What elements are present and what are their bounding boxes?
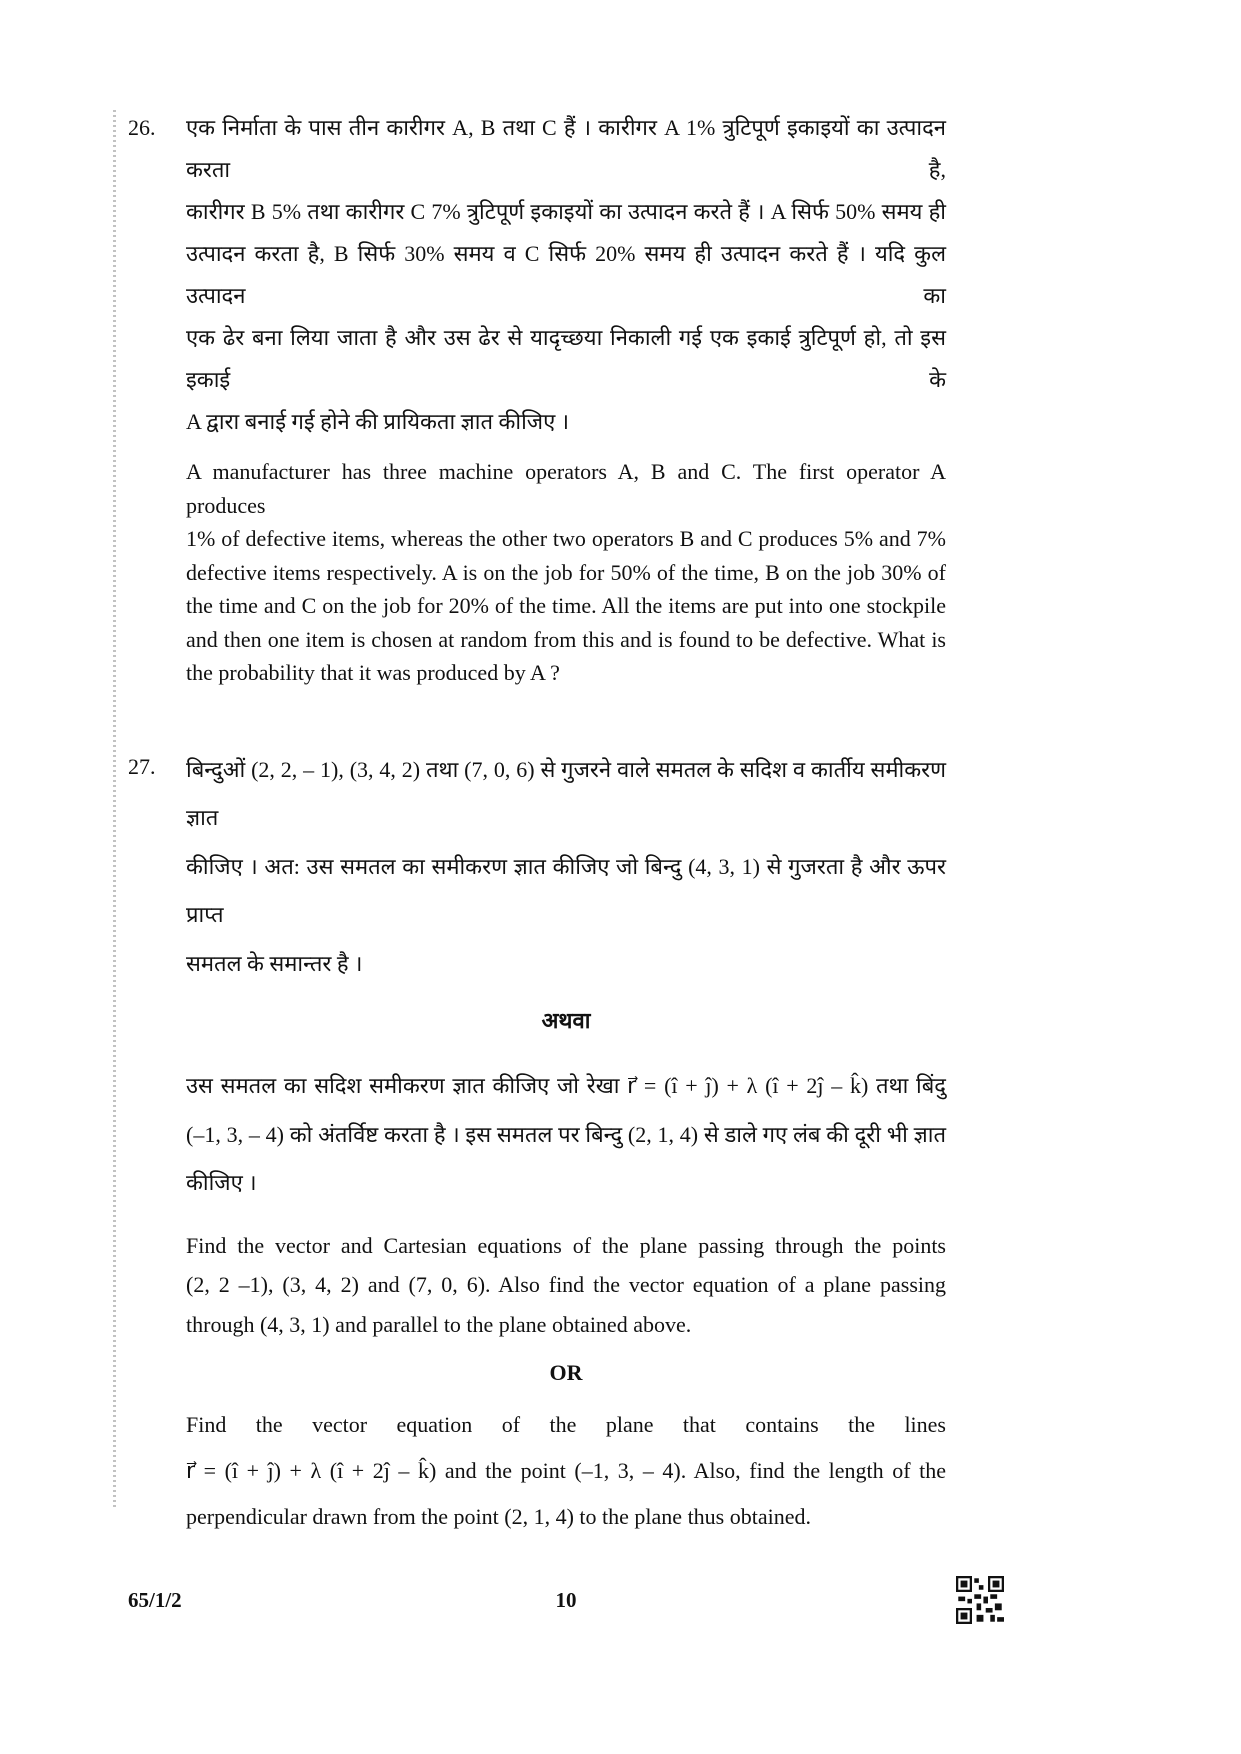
- text-line: बिन्दुओं (2, 2, – 1), (3, 4, 2) तथा (7, 0, 6) से गुजरने वाले समतल के सदिश व कार्तीय समीकरण ज्ञात: [186, 756, 946, 830]
- text-line: समतल के समान्तर है ।: [186, 950, 363, 976]
- page-body: [128, 0, 946, 1626]
- text-line: r⃗ = (î + ĵ) + λ (î + 2ĵ – k̂) and the point (–1, 3, – 4). Also, find the length of the: [186, 1458, 946, 1483]
- text-line: एक निर्माता के पास तीन कारीगर A, B तथा C हैं । कारीगर A 1% त्रुटिपूर्ण इकाइयों का उत्पादन करता है,: [186, 115, 946, 182]
- text-line: 1% of defective items, whereas the other two operators B and C produces 5% and 7%: [186, 526, 946, 551]
- text-line: A द्वारा बनाई गई होने की प्रायिकता ज्ञात कीजिए ।: [186, 409, 570, 434]
- question-26: [128, 107, 946, 690]
- or-english-heading: OR: [549, 1360, 583, 1385]
- q27-alt-english-text: [186, 1402, 946, 1540]
- q26-hindi-text: [186, 107, 946, 443]
- q27-hindi-text: [186, 746, 946, 989]
- text-line: perpendicular drawn from the point (2, 1, 4) to the plane thus obtained.: [186, 1504, 811, 1529]
- text-line: Find the vector equation of the plane that contains the lines: [186, 1412, 946, 1437]
- text-line: (2, 2 –1), (3, 4, 2) and (7, 0, 6). Also find the vector equation of a plane passing: [186, 1272, 946, 1297]
- text-line: Find the vector and Cartesian equations of the plane passing through the points: [186, 1232, 946, 1258]
- text-line: defective items respectively. A is on the job for 50% of the time, B on the job 30% of: [186, 559, 946, 585]
- text-line: कारीगर B 5% तथा कारीगर C 7% त्रुटिपूर्ण इकाइयों का उत्पादन करते हैं । A सिर्फ 50% समय ही: [186, 199, 946, 224]
- or-hindi-heading: अथवा: [541, 1008, 591, 1033]
- question-number-26: 26.: [128, 115, 156, 140]
- text-line: and then one item is chosen at random from this and is found to be defective. What is: [186, 626, 946, 652]
- question-number-27: 27.: [128, 753, 156, 779]
- margin-security-strip: [113, 110, 116, 1510]
- text-line: A manufacturer has three machine operators A, B and C. The first operator A produces: [186, 459, 946, 518]
- page-footer: [128, 1576, 946, 1626]
- text-line: उस समतल का सदिश समीकरण ज्ञात कीजिए जो रेखा r⃗ = (î + ĵ) + λ (î + 2ĵ – k̂) तथा बिंदु: [186, 1073, 946, 1098]
- text-line: (–1, 3, – 4) को अंतर्विष्ट करता है । इस समतल पर बिन्दु (2, 1, 4) से डाले गए लंब की दूरी भी ज्ञात: [186, 1121, 946, 1147]
- text-line: the time and C on the job for 20% of the time. All the items are put into one stockpile: [186, 593, 946, 618]
- text-line: कीजिए । अत: उस समतल का समीकरण ज्ञात कीजिए जो बिन्दु (4, 3, 1) से गुजरता है और ऊपर प्राप्त: [186, 853, 946, 927]
- text-line: उत्पादन करता है, B सिर्फ 30% समय व C सिर्फ 20% समय ही उत्पादन करते हैं । यदि कुल उत्पादन का: [186, 241, 946, 308]
- question-26-content: [186, 107, 946, 690]
- q26-english-text: [186, 455, 946, 690]
- text-line: एक ढेर बना लिया जाता है और उस ढेर से यादृच्छया निकाली गई एक इकाई त्रुटिपूर्ण हो, तो इस इकाई के: [186, 325, 946, 392]
- text-line: through (4, 3, 1) and parallel to the plane obtained above.: [186, 1311, 692, 1337]
- q27-english-text: [186, 1226, 946, 1345]
- question-27-content: [186, 746, 946, 1541]
- text-line: the probability that it was produced by A ?: [186, 660, 560, 685]
- paper-code: 65/1/2: [128, 1588, 182, 1612]
- text-line: कीजिए ।: [186, 1170, 257, 1195]
- page-number: 10: [555, 1588, 577, 1612]
- question-27: [128, 746, 946, 1541]
- q27-alt-hindi-text: [186, 1062, 946, 1208]
- qr-code-icon: [956, 1576, 1004, 1624]
